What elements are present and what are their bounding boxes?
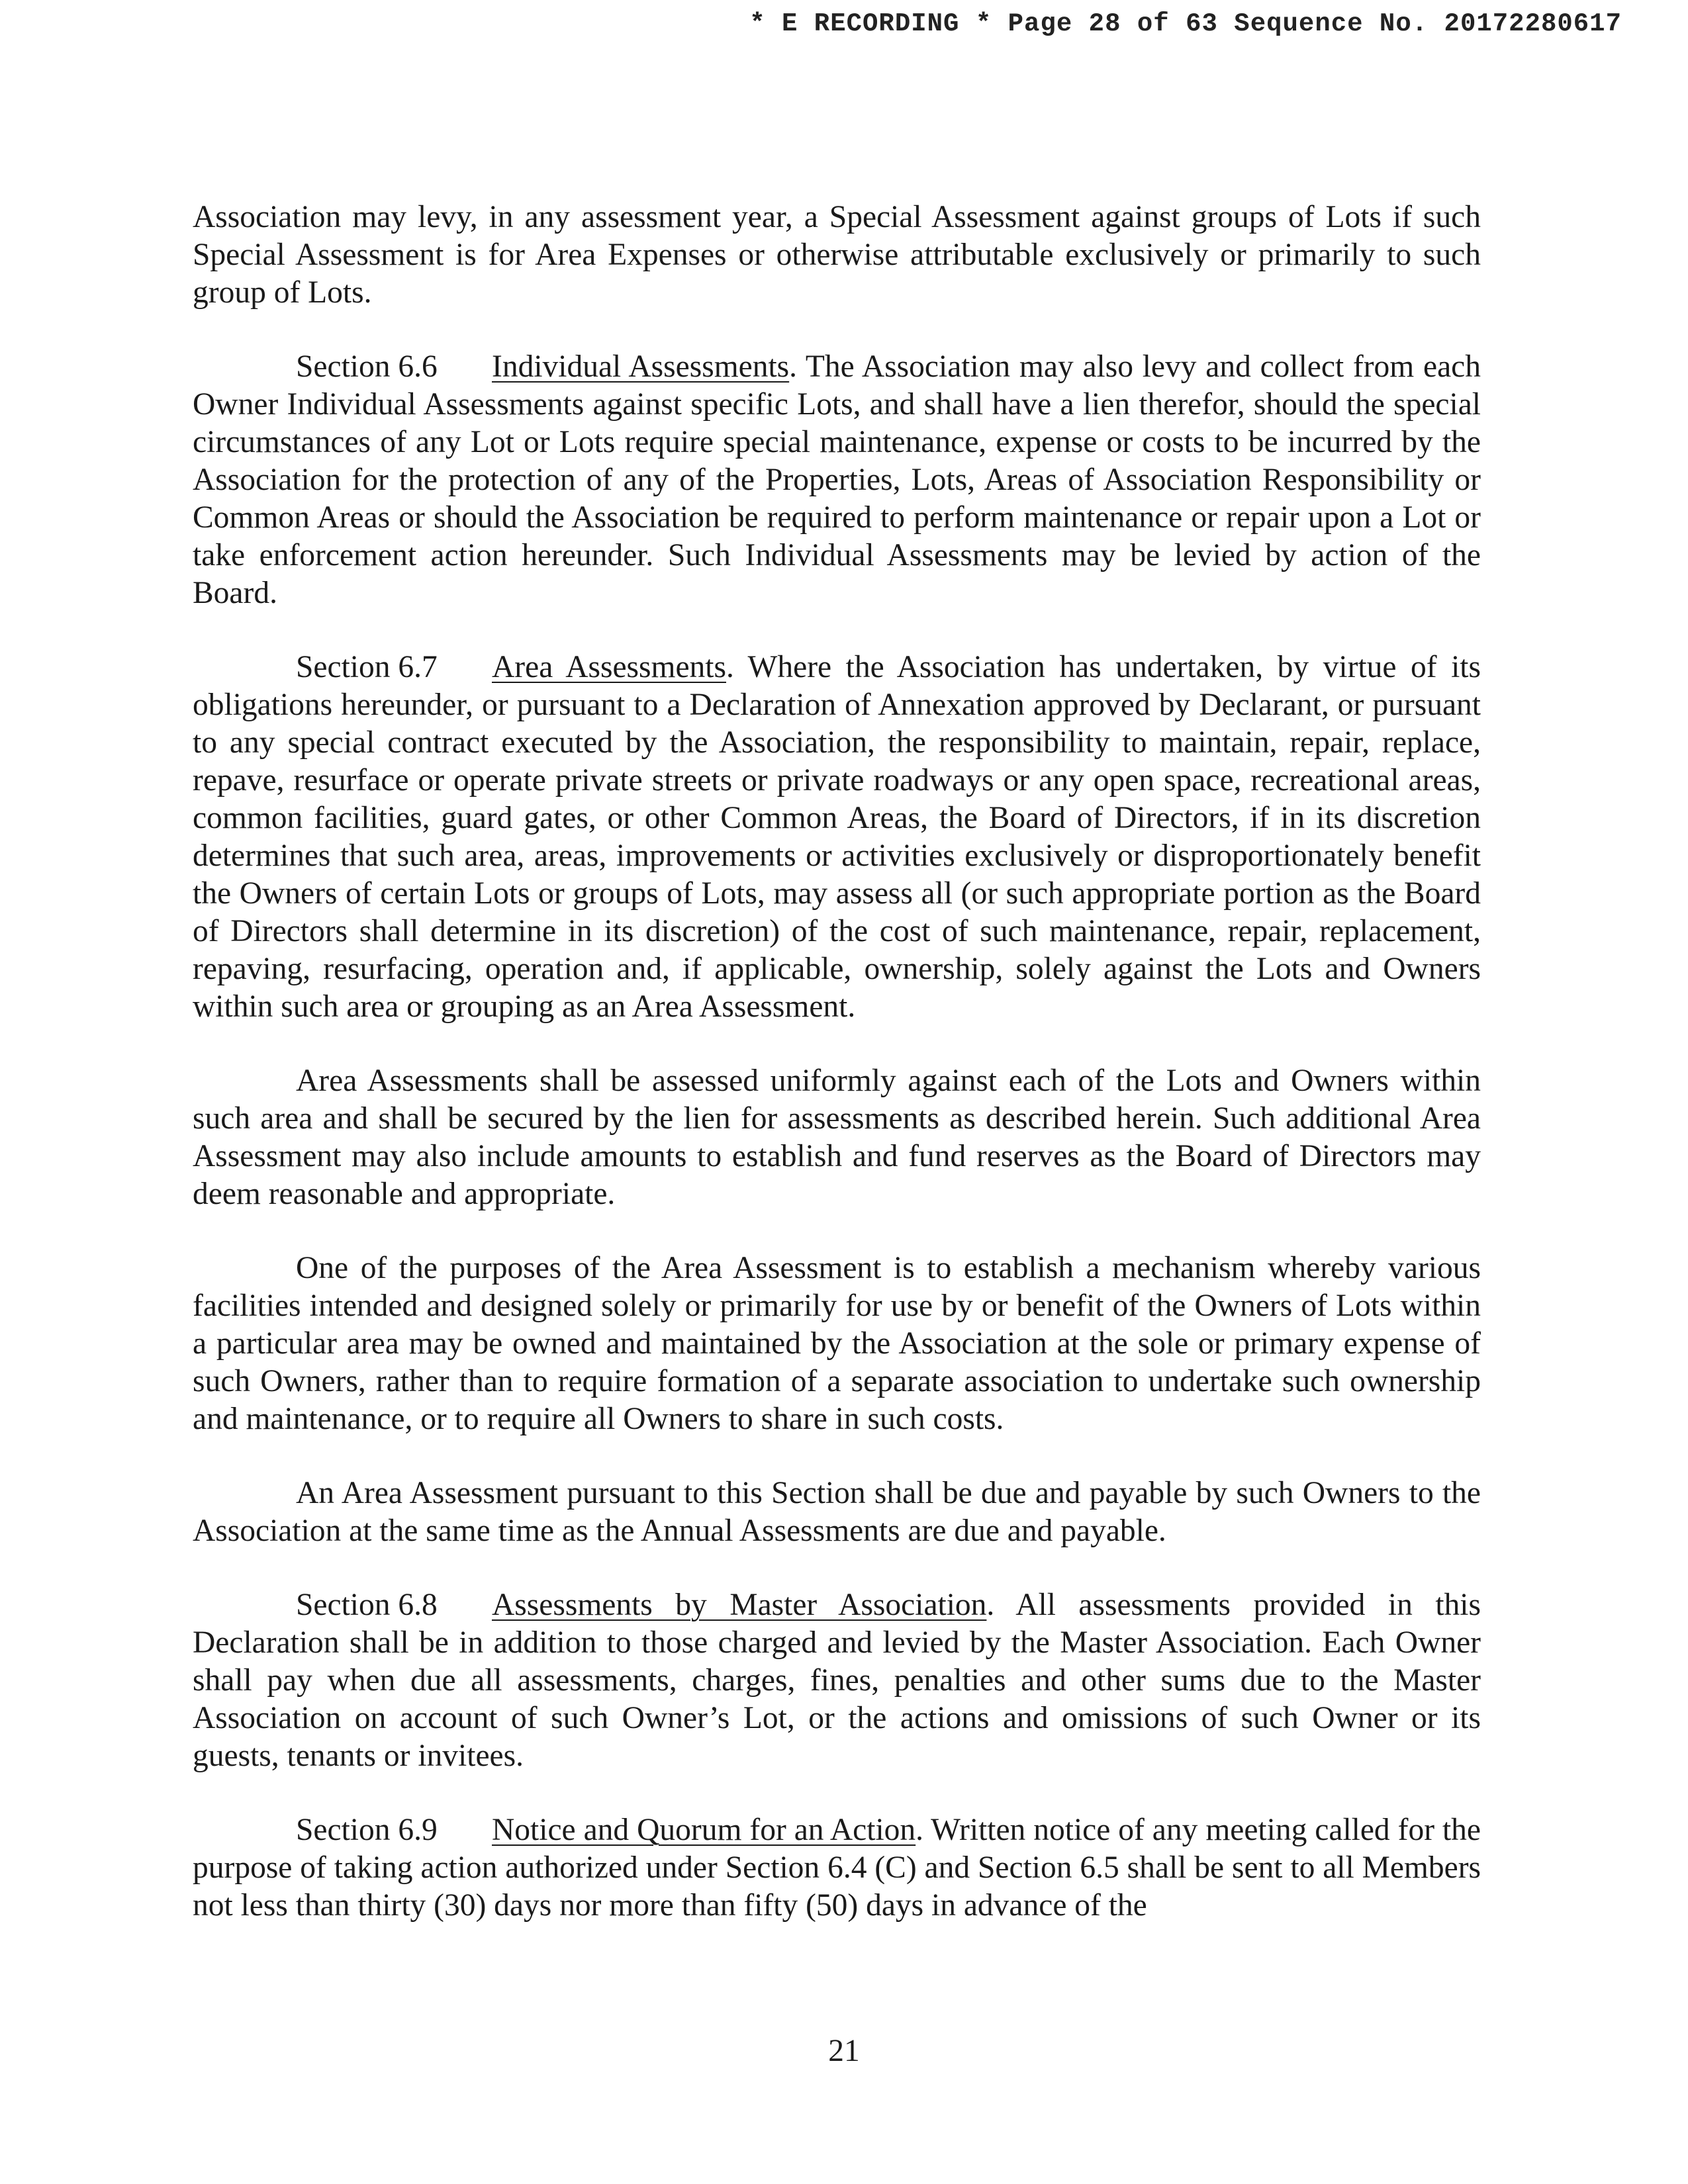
section-6-7-paragraph-4: An Area Assessment pursuant to this Section shall be due and payable by such Owners to the Association at the same time as the Annual Assessments are due and payable. — [193, 1476, 1481, 1548]
section-number: Section 6.8 — [296, 1588, 438, 1622]
section-heading: Assessments by Master Association — [492, 1588, 987, 1622]
recording-stamp: * E RECORDING * Page 28 of 63 Sequence No. 20172280617 — [749, 9, 1622, 38]
section-text: . The Association may also levy and collect from each Owner Individual Assessments against specific Lots, and shall have a lien therefor, should the special circumstances of any Lot or Lots require special maintenance, expense or costs to be incurred by the Association for the protection of any of the Properties, Lots, Areas of Association Responsibility or Common Areas or should the Association be required to perform maintenance or repair upon a Lot or take enforcement action hereunder. Such Individual Assessments may be levied by action of the Board. — [193, 349, 1481, 610]
section-6-6 — [193, 348, 1481, 612]
section-6-7-paragraph-3: One of the purposes of the Area Assessment is to establish a mechanism whereby various facilities intended and designed solely or primarily for use by or benefit of the Owners of Lots within a particular area may be owned and maintained by the Association at the sole or primary expense of such Owners, rather than to require formation of a separate association to undertake such ownership and maintenance, or to require all Owners to share in such costs. — [193, 1251, 1481, 1436]
section-text: . All assessments provided in this Declaration shall be in addition to those charged and levied by the Master Association. Each Owner shall pay when due all assessments, charges, fines, penalties and other sums due to the Master Association on account of such Owner’s Lot, or the actions and omissions of such Owner or its guests, tenants or invitees. — [193, 1588, 1481, 1773]
section-text: . Where the Association has undertaken, by virtue of its obligations hereunder, or pursuant to a Declaration of Annexation approved by Declarant, or pursuant to any special contract executed by the Association, the responsibility to maintain, repair, replace, repave, resurface or operate private streets or private roadways or any open space, recreational areas, common facilities, guard gates, or other Common Areas, the Board of Directors, if in its discretion determines that such area, areas, improvements or activities exclusively or disproportionately benefit the Owners of certain Lots or groups of Lots, may assess all (or such appropriate portion as the Board of Directors shall determine in its discretion) of the cost of such maintenance, repair, replacement, repaving, resurfacing, operation and, if applicable, ownership, solely against the Lots and Owners within such area or grouping as an Area Assessment. — [193, 650, 1481, 1024]
section-heading: Individual Assessments — [492, 349, 790, 384]
section-number: Section 6.7 — [296, 650, 438, 684]
continued-paragraph: Association may levy, in any assessment year, a Special Assessment against groups of Lots if such Special Assessment is for Area Expenses or otherwise attributable exclusively or primarily to such group of Lots. — [193, 200, 1481, 310]
page-number: 21 — [828, 2034, 860, 2068]
section-heading: Area Assessments — [492, 650, 726, 684]
section-6-8 — [193, 1586, 1481, 1775]
section-6-7-paragraph-2: Area Assessments shall be assessed uniformly against each of the Lots and Owners within such area and shall be secured by the lien for assessments as described herein. Such additional Area Assessment may also include amounts to establish and fund reserves as the Board of Directors may deem reasonable and appropriate. — [193, 1064, 1481, 1211]
section-text: . Written notice of any meeting called for the purpose of taking action authorized under Section 6.4 (C) and Section 6.5 shall be sent to all Members not less than thirty (30) days nor more than fifty (50) days in advance of the — [193, 1813, 1481, 1923]
document-body — [193, 199, 1481, 1961]
section-6-7 — [193, 649, 1481, 1026]
section-number: Section 6.6 — [296, 349, 438, 384]
section-heading: Notice and Quorum for an Action — [492, 1813, 916, 1847]
section-number: Section 6.9 — [296, 1813, 438, 1847]
section-6-9 — [193, 1811, 1481, 1925]
